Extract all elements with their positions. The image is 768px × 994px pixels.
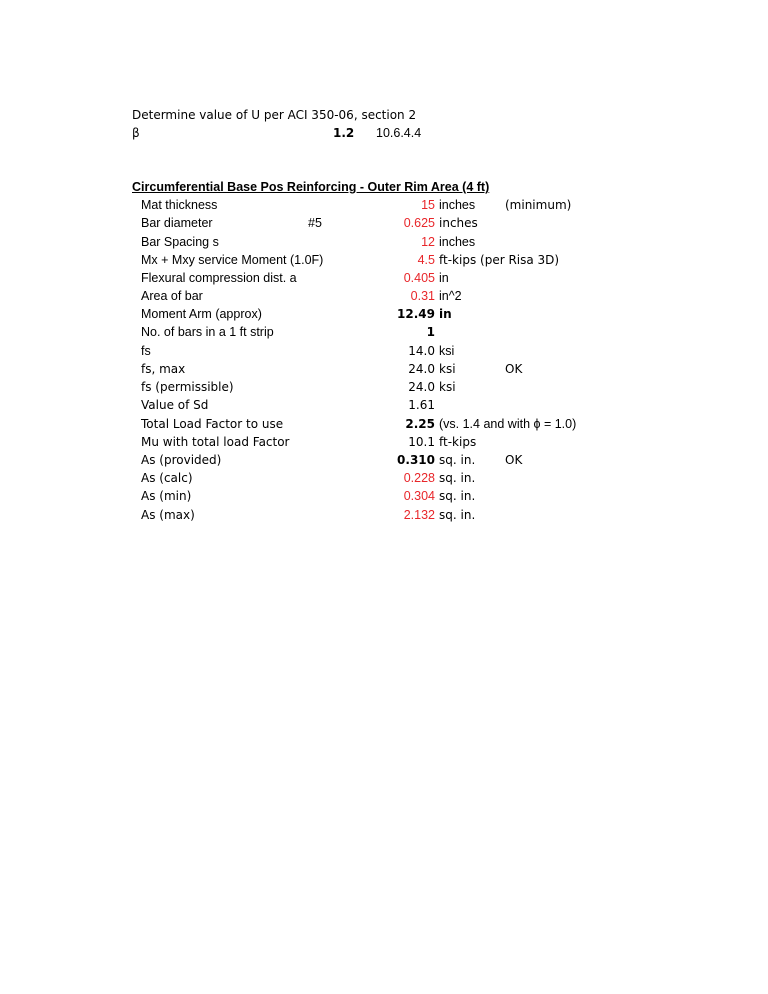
table-row [0,415,768,433]
row-unit: sq. in. [439,508,476,522]
table-row [0,378,768,396]
row-label: Bar Spacing s [141,235,219,249]
table-row [0,196,768,214]
table-row [0,214,768,232]
row-value: 10.1 [408,435,435,449]
row-label: As (calc) [141,471,193,485]
row-value: 24.0 [408,362,435,376]
beta-reference: 10.6.4.4 [376,126,422,140]
row-value: 0.310 [397,453,435,467]
bar-size: #5 [308,216,322,230]
row-unit: in [439,271,449,285]
status-ok: OK [505,362,523,376]
row-unit: in^2 [439,289,462,303]
row-note: (minimum) [505,198,572,212]
row-label: fs, max [141,362,186,376]
beta-symbol: β [132,126,140,140]
row-label: Mu with total load Factor [141,435,290,449]
table-row [0,251,768,269]
row-label: As (provided) [141,453,222,467]
section-heading: Circumferential Base Pos Reinforcing - Outer Rim Area (4 ft) [132,180,490,194]
row-value: 24.0 [408,380,435,394]
page-title: Determine value of U per ACI 350-06, section 2 [132,108,417,122]
table-row [0,305,768,323]
header-row [0,106,768,124]
row-unit: in [439,307,452,321]
row-unit: ksi [439,344,455,358]
row-value: 1 [426,325,435,339]
row-value: 12 [421,235,435,249]
row-value: 14.0 [408,344,435,358]
row-label: Mx + Mxy service Moment (1.0F) [141,253,324,267]
table-row [0,451,768,469]
row-unit: ft-kips (per Risa 3D) [439,253,560,267]
row-label: Bar diameter [141,216,213,230]
row-label: Total Load Factor to use [141,417,284,431]
row-unit: ft-kips [439,435,477,449]
table-row [0,360,768,378]
row-label: fs [141,344,151,358]
table-row [0,323,768,341]
table-row [0,433,768,451]
row-label: Area of bar [141,289,203,303]
row-unit: inches [439,198,476,212]
row-label: As (min) [141,489,192,503]
row-value: 2.25 [405,417,435,431]
row-unit: (vs. 1.4 and with ϕ = 1.0) [439,417,577,431]
row-value: 0.31 [410,289,435,303]
row-unit: sq. in. [439,489,476,503]
row-label: Mat thickness [141,198,218,212]
row-value: 0.625 [403,216,435,230]
beta-row [0,124,768,142]
row-label: Flexural compression dist. a [141,271,297,285]
table-row [0,342,768,360]
row-label: As (max) [141,508,195,522]
row-value: 15 [421,198,435,212]
table-row [0,287,768,305]
table-row [0,233,768,251]
row-label: Moment Arm (approx) [141,307,262,321]
table-row [0,487,768,505]
row-label: No. of bars in a 1 ft strip [141,325,274,339]
row-label: Value of Sd [141,398,209,412]
row-unit: inches [439,235,476,249]
row-unit: inches [439,216,478,230]
row-unit: sq. in. [439,453,476,467]
section-heading-row [0,178,768,196]
row-label: fs (permissible) [141,380,234,394]
row-unit: ksi [439,380,456,394]
row-value: 0.228 [403,471,435,485]
table-row [0,469,768,487]
beta-value: 1.2 [333,126,355,140]
row-value: 1.61 [408,398,435,412]
status-ok: OK [505,453,523,467]
table-row [0,396,768,414]
row-value: 2.132 [403,508,435,522]
row-unit: sq. in. [439,471,476,485]
row-value: 0.405 [403,271,435,285]
row-unit: ksi [439,362,456,376]
row-value: 0.304 [403,489,435,503]
row-value: 12.49 [397,307,435,321]
table-row [0,269,768,287]
table-row [0,506,768,524]
row-value: 4.5 [417,253,435,267]
